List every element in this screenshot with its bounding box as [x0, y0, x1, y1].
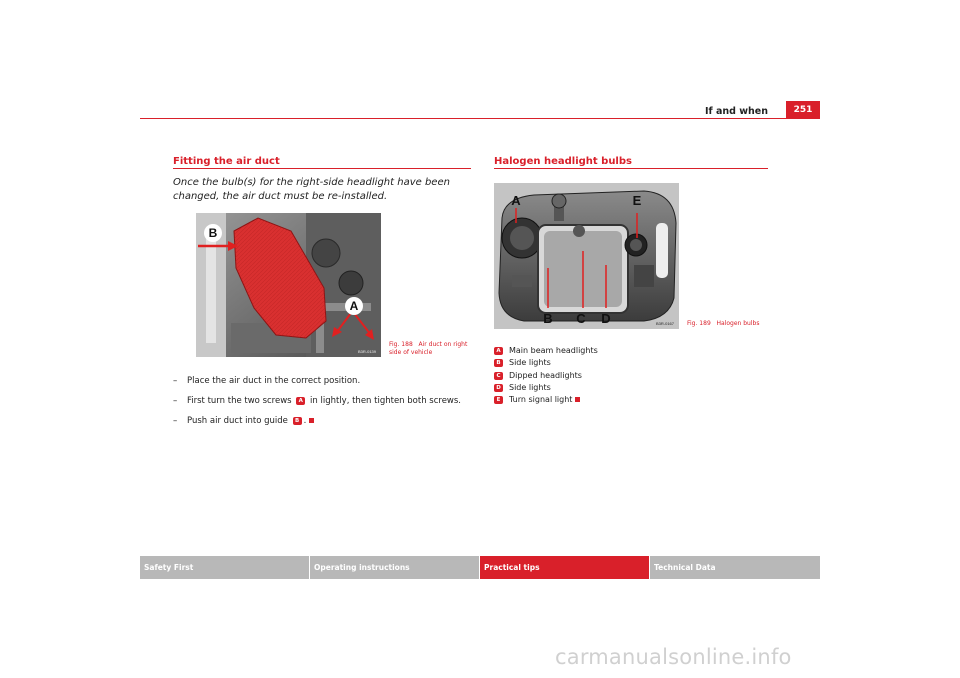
- end-of-section-mark: [309, 418, 314, 423]
- header-rule: [140, 118, 820, 119]
- legend-item-d: D Side lights: [494, 383, 551, 393]
- badge-b: B: [293, 417, 302, 425]
- figure-code: B3R-0139: [357, 349, 376, 354]
- end-of-section-mark: [575, 397, 580, 402]
- legend-item-a: A Main beam headlights: [494, 346, 598, 356]
- figure-label-c: C: [576, 311, 586, 326]
- footer-tab-technical-data[interactable]: Technical Data: [650, 556, 820, 579]
- section-rule: [173, 168, 471, 169]
- figure-label-e: E: [632, 193, 642, 208]
- figure-label-b: B: [208, 226, 218, 240]
- step-2: – First turn the two screws A in lightly, then tighten both screws.: [173, 396, 462, 406]
- legend-item-b: B Side lights: [494, 358, 551, 368]
- figure-caption-189: Fig. 189 Halogen bulbs: [687, 320, 760, 327]
- badge-a: A: [296, 397, 305, 405]
- page-header-title: If and when: [704, 106, 768, 117]
- step-1: – Place the air duct in the correct position.: [173, 376, 361, 386]
- section-intro: Once the bulb(s) for the right-side headlight have been changed, the air duct must be re-installed.: [173, 177, 450, 202]
- footer-tab-operating-instructions[interactable]: Operating instructions: [310, 556, 479, 579]
- figure-code: B3R-0167: [655, 321, 674, 326]
- footer-tab-practical-tips[interactable]: Practical tips: [480, 556, 649, 579]
- section-heading-halogen: Halogen headlight bulbs: [494, 156, 632, 167]
- figure-label-a: A: [349, 299, 359, 313]
- footer-tab-safety-first[interactable]: Safety First: [140, 556, 309, 579]
- figure-label-b: B: [543, 311, 553, 326]
- section-heading-air-duct: Fitting the air duct: [173, 156, 280, 167]
- section-rule: [494, 168, 768, 169]
- air-duct-figure: [196, 213, 381, 357]
- halogen-figure: [494, 183, 679, 329]
- watermark: carmanualsonline.info: [555, 645, 792, 669]
- page-number: 251: [786, 101, 820, 118]
- step-3: – Push air duct into guide B .: [173, 416, 314, 427]
- legend-item-c: C Dipped headlights: [494, 371, 582, 381]
- legend-item-e: E Turn signal light: [494, 395, 580, 405]
- figure-label-a: A: [511, 193, 521, 208]
- air-duct-illustration: [196, 213, 381, 357]
- figure-caption-188: Fig. 188 Air duct on right side of vehicle: [389, 341, 468, 356]
- headlight-illustration: [494, 183, 679, 329]
- figure-label-d: D: [601, 311, 611, 326]
